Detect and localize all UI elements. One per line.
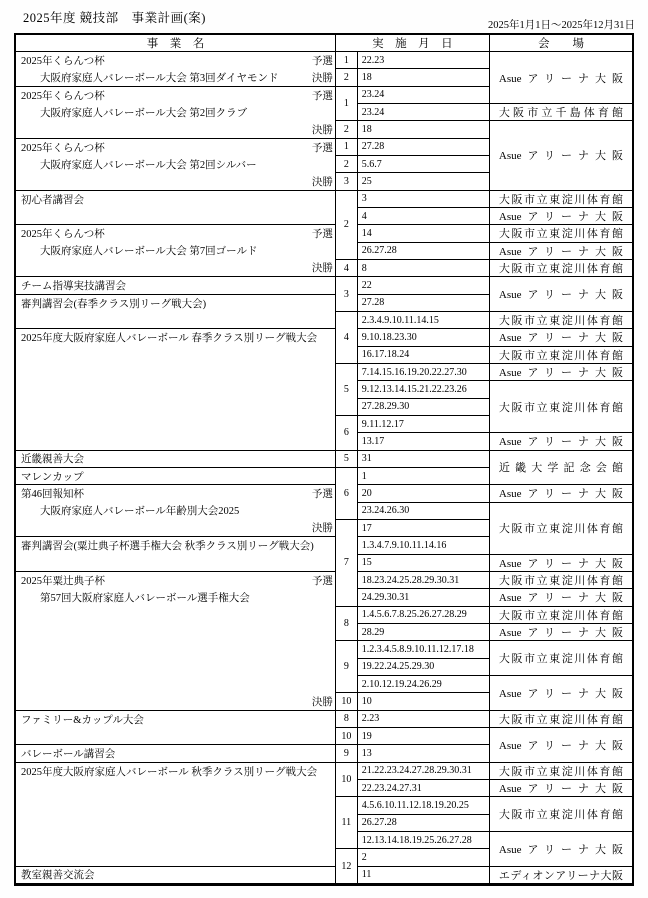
days-cell: 28.29 xyxy=(358,624,490,641)
month-cell: 12 xyxy=(336,849,358,884)
days-cell: 9.12.13.14.15.21.22.23.26 xyxy=(358,381,490,398)
stage-label: 予選 xyxy=(311,576,333,588)
stage-label: 決勝 xyxy=(311,263,333,275)
venue-name: Asueアリーナ大阪 xyxy=(498,739,623,752)
venue-cell xyxy=(490,555,632,572)
days-cell: 10 xyxy=(358,693,490,710)
venue-name: 大阪市立東淀川体育館 xyxy=(498,809,623,822)
event-subname: 大阪府家庭人バレーボール年齢別大会2025 xyxy=(40,506,240,518)
month-cell: 4 xyxy=(336,312,358,364)
days-cell: 9.10.18.23.30 xyxy=(358,329,490,346)
venue-name: Asueアリーナ大阪 xyxy=(498,436,623,449)
month-cell: 10 xyxy=(336,693,358,710)
venue-cell xyxy=(490,572,632,589)
month-cell: 1 xyxy=(336,87,358,122)
venue-cell xyxy=(490,329,632,346)
venue-cell xyxy=(490,381,632,433)
month-cell: 6 xyxy=(336,416,358,451)
days-cell: 4 xyxy=(358,208,490,225)
event-cell xyxy=(16,537,336,572)
month-cell: 3 xyxy=(336,173,358,190)
venue-name: 大阪市立東淀川体育館 xyxy=(498,713,623,726)
days-cell: 21.22.23.24.27.28.29.30.31 xyxy=(358,763,490,780)
event-name: 初心者講習会 xyxy=(21,194,84,206)
days-cell: 20 xyxy=(358,485,490,502)
venue-name: Asueアリーナ大阪 xyxy=(498,627,623,640)
venue-cell xyxy=(490,780,632,797)
venue-name: 大阪市立東淀川体育館 xyxy=(498,349,623,362)
venue-cell xyxy=(490,485,632,502)
event-cell xyxy=(16,191,336,226)
venue-cell xyxy=(490,867,632,884)
event-cell xyxy=(16,867,336,884)
venue-name: Asueアリーナ大阪 xyxy=(498,367,623,380)
event-name: 近畿親善大会 xyxy=(21,454,84,466)
event-subname: 大阪府家庭人バレーボール大会 第3回ダイヤモンド xyxy=(40,72,279,84)
event-cell xyxy=(16,451,336,468)
month-cell: 5 xyxy=(336,364,358,416)
month-cell: 2 xyxy=(336,121,358,138)
days-cell: 22 xyxy=(358,277,490,294)
month-cell: 8 xyxy=(336,607,358,642)
days-cell: 2.23 xyxy=(358,711,490,728)
venue-name: エディオンアリーナ大阪 xyxy=(498,869,623,882)
venue-name: 大阪市立東淀川体育館 xyxy=(498,263,623,276)
month-cell: 4 xyxy=(336,260,358,277)
venue-cell xyxy=(490,104,632,121)
days-cell: 27.28 xyxy=(358,139,490,156)
event-name: 2025年度大阪府家庭人バレーボール 春季クラス別リーグ戦大会 xyxy=(21,333,318,345)
venue-name: Asueアリーナ大阪 xyxy=(498,488,623,501)
stage-label: 予選 xyxy=(311,229,333,241)
stage-label: 決勝 xyxy=(311,72,333,84)
month-cell: 11 xyxy=(336,797,358,849)
month-cell: 2 xyxy=(336,191,358,260)
page-title: 2025年度 競技部 事業計画(案) xyxy=(23,11,206,25)
venue-name: 大阪市立東淀川体育館 xyxy=(498,523,623,536)
days-cell: 27.28.29.30 xyxy=(358,399,490,416)
stage-label: 予選 xyxy=(311,55,333,67)
event-name: 2025年くらんつ杯 xyxy=(21,90,105,102)
event-cell xyxy=(16,468,336,485)
event-subname: 第57回大阪府家庭人バレーボール選手権大会 xyxy=(40,593,250,605)
venue-cell xyxy=(490,208,632,225)
venue-name: 大阪市立東淀川体育館 xyxy=(498,609,623,622)
days-cell: 4.5.6.10.11.12.18.19.20.25 xyxy=(358,797,490,814)
days-cell: 19 xyxy=(358,728,490,745)
month-cell: 8 xyxy=(336,711,358,728)
event-name: ファミリー&カップル大会 xyxy=(21,714,144,726)
event-name: バレーボール講習会 xyxy=(21,748,116,760)
venue-cell xyxy=(490,364,632,381)
month-cell: 1 xyxy=(336,52,358,69)
venue-name: 大阪市立東淀川体育館 xyxy=(498,401,623,414)
venue-name: 近畿大学記念会館 xyxy=(498,462,623,475)
event-cell xyxy=(16,485,336,537)
days-cell: 18 xyxy=(358,69,490,86)
stage-label: 決勝 xyxy=(311,124,333,136)
stage-label: 決勝 xyxy=(311,176,333,188)
venue-cell xyxy=(490,312,632,329)
days-cell: 1 xyxy=(358,468,490,485)
days-cell: 24.29.30.31 xyxy=(358,589,490,606)
event-subname: 大阪府家庭人バレーボール大会 第2回シルバー xyxy=(40,159,257,171)
event-cell xyxy=(16,763,336,867)
venue-name: Asueアリーナ大阪 xyxy=(498,332,623,345)
month-cell: 9 xyxy=(336,745,358,762)
month-cell: 1 xyxy=(336,139,358,156)
stage-label: 予選 xyxy=(311,142,333,154)
venue-name: Asueアリーナ大阪 xyxy=(498,289,623,302)
month-cell: 2 xyxy=(336,69,358,86)
days-cell: 23.24 xyxy=(358,87,490,104)
event-name: 審判講習会(粟辻典子杯選手権大会 秋季クラス別リーグ戦大会) xyxy=(21,541,314,553)
days-cell: 1.4.5.6.7.8.25.26.27.28.29 xyxy=(358,607,490,624)
venue-cell xyxy=(490,52,632,104)
venue-cell xyxy=(490,624,632,641)
days-cell: 25 xyxy=(358,173,490,190)
venue-name: Asueアリーナ大阪 xyxy=(498,150,623,163)
event-cell xyxy=(16,329,336,450)
venue-name: 大阪市立千島体育館 xyxy=(498,107,623,120)
days-cell: 17 xyxy=(358,520,490,537)
days-cell: 7.14.15.16.19.20.22.27.30 xyxy=(358,364,490,381)
event-subname: 大阪府家庭人バレーボール大会 第7回ゴールド xyxy=(40,246,258,258)
event-cell xyxy=(16,52,336,87)
venue-cell xyxy=(490,589,632,606)
venue-name: Asueアリーナ大阪 xyxy=(498,592,623,605)
venue-cell xyxy=(490,347,632,364)
days-cell: 31 xyxy=(358,451,490,468)
venue-cell xyxy=(490,121,632,190)
venue-name: 大阪市立東淀川体育館 xyxy=(498,193,623,206)
days-cell: 2 xyxy=(358,849,490,866)
venue-name: Asueアリーナ大阪 xyxy=(498,843,623,856)
event-cell xyxy=(16,139,336,191)
venue-name: 大阪市立東淀川体育館 xyxy=(498,575,623,588)
venue-name: Asueアリーナ大阪 xyxy=(498,687,623,700)
plan-table xyxy=(14,33,634,886)
venue-cell xyxy=(490,260,632,277)
venue-cell xyxy=(490,225,632,242)
event-cell xyxy=(16,225,336,277)
header-date: 実 施 月 日 xyxy=(336,35,490,52)
month-cell: 5 xyxy=(336,451,358,468)
days-cell: 26.27.28 xyxy=(358,815,490,832)
month-cell: 7 xyxy=(336,520,358,607)
venue-name: 大阪市立東淀川体育館 xyxy=(498,315,623,328)
venue-name: Asueアリーナ大阪 xyxy=(498,557,623,570)
venue-cell xyxy=(490,277,632,312)
event-cell xyxy=(16,572,336,711)
days-cell: 3 xyxy=(358,191,490,208)
venue-cell xyxy=(490,641,632,676)
event-name: 2025年度大阪府家庭人バレーボール 秋季クラス別リーグ戦大会 xyxy=(21,766,318,778)
month-cell: 10 xyxy=(336,763,358,798)
month-cell: 9 xyxy=(336,641,358,693)
days-cell: 11 xyxy=(358,867,490,884)
event-name: 審判講習会(春季クラス別リーグ戦大会) xyxy=(21,298,207,310)
event-name: 2025年くらんつ杯 xyxy=(21,229,105,241)
event-name: 2025年粟辻典子杯 xyxy=(21,576,105,588)
venue-cell xyxy=(490,763,632,780)
venue-cell xyxy=(490,243,632,260)
days-cell: 8 xyxy=(358,260,490,277)
event-cell xyxy=(16,277,336,294)
days-cell: 27.28 xyxy=(358,295,490,312)
days-cell: 15 xyxy=(358,555,490,572)
venue-cell xyxy=(490,797,632,832)
days-cell: 18.23.24.25.28.29.30.31 xyxy=(358,572,490,589)
event-name: 2025年くらんつ杯 xyxy=(21,55,105,67)
stage-label: 予選 xyxy=(311,90,333,102)
days-cell: 16.17.18.24 xyxy=(358,347,490,364)
stage-label: 決勝 xyxy=(311,523,333,535)
venue-name: Asueアリーナ大阪 xyxy=(498,245,623,258)
event-cell xyxy=(16,711,336,746)
month-cell: 2 xyxy=(336,156,358,173)
venue-cell xyxy=(490,191,632,208)
month-cell: 6 xyxy=(336,468,358,520)
venue-name: 大阪市立東淀川体育館 xyxy=(498,765,623,778)
venue-cell xyxy=(490,676,632,711)
date-range: 2025年1月1日～2025年12月31日 xyxy=(488,20,635,31)
days-cell: 9.11.12.17 xyxy=(358,416,490,433)
venue-name: 大阪市立東淀川体育館 xyxy=(498,653,623,666)
venue-cell xyxy=(490,711,632,728)
days-cell: 23.24.26.30 xyxy=(358,503,490,520)
event-name: 教室親善交流会 xyxy=(21,870,95,882)
days-cell: 22.23.24.27.31 xyxy=(358,780,490,797)
days-cell: 22.23 xyxy=(358,52,490,69)
month-cell: 10 xyxy=(336,728,358,745)
event-name: 第46回報知杯 xyxy=(21,489,84,501)
header-venue: 会 場 xyxy=(490,35,632,52)
days-cell: 18 xyxy=(358,121,490,138)
stage-label: 決勝 xyxy=(311,696,333,708)
venue-cell xyxy=(490,832,632,867)
days-cell: 13 xyxy=(358,745,490,762)
venue-cell xyxy=(490,451,632,486)
days-cell: 2.10.12.19.24.26.29 xyxy=(358,676,490,693)
days-cell: 13.17 xyxy=(358,433,490,450)
event-cell xyxy=(16,745,336,762)
venue-cell xyxy=(490,503,632,555)
days-cell: 26.27.28 xyxy=(358,243,490,260)
days-cell: 2.3.4.9.10.11.14.15 xyxy=(358,312,490,329)
event-name: 2025年くらんつ杯 xyxy=(21,142,105,154)
venue-cell xyxy=(490,433,632,450)
stage-label: 予選 xyxy=(311,489,333,501)
month-cell: 3 xyxy=(336,277,358,312)
days-cell: 1.2.3.4.5.8.9.10.11.12.17.18 xyxy=(358,641,490,658)
days-cell: 5.6.7 xyxy=(358,156,490,173)
days-cell: 23.24 xyxy=(358,104,490,121)
days-cell: 12.13.14.18.19.25.26.27.28 xyxy=(358,832,490,849)
days-cell: 14 xyxy=(358,225,490,242)
header-event-name: 事 業 名 xyxy=(16,35,336,52)
venue-name: Asueアリーナ大阪 xyxy=(498,783,623,796)
event-cell xyxy=(16,87,336,139)
days-cell: 19.22.24.25.29.30 xyxy=(358,659,490,676)
venue-name: Asueアリーナ大阪 xyxy=(498,72,623,85)
days-cell: 1.3.4.7.9.10.11.14.16 xyxy=(358,537,490,554)
event-name: マレンカップ xyxy=(21,471,84,483)
venue-cell xyxy=(490,728,632,763)
venue-name: Asueアリーナ大阪 xyxy=(498,211,623,224)
event-name: チーム指導実技講習会 xyxy=(21,280,126,292)
venue-cell xyxy=(490,607,632,624)
event-subname: 大阪府家庭人バレーボール大会 第2回クラブ xyxy=(40,107,248,119)
event-cell xyxy=(16,295,336,330)
venue-name: 大阪市立東淀川体育館 xyxy=(498,228,623,241)
